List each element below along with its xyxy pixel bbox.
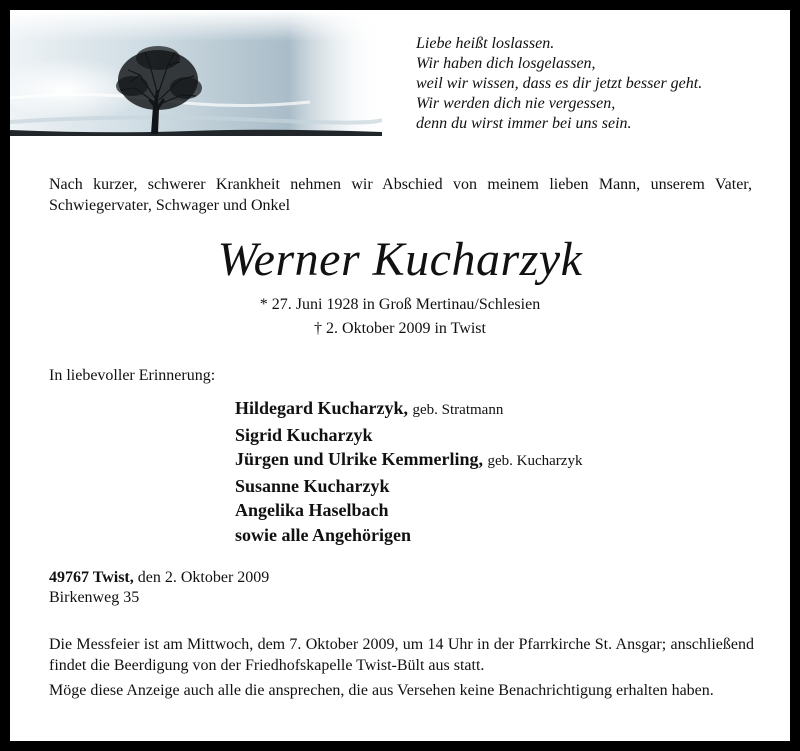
life-dates bbox=[0, 293, 800, 341]
mourner-name: Hildegard Kucharzyk, bbox=[235, 398, 409, 418]
intro-text: Nach kurzer, schwerer Krankheit nehmen wir Abschied von meinem lieben Mann, unserem Vater, Schwiegervater, Schwager und Onkel bbox=[49, 176, 752, 214]
mourner-item bbox=[235, 498, 582, 523]
closing-note: Möge diese Anzeige auch alle die ansprechen, die aus Versehen keine Benachrichtigung erhalten haben. bbox=[49, 682, 714, 699]
mourner-item bbox=[235, 447, 582, 474]
tree-image bbox=[10, 10, 382, 150]
mourner-name: Jürgen und Ulrike Kemmerling, bbox=[235, 449, 483, 469]
mourner-item bbox=[235, 523, 582, 548]
death-date: † 2. Oktober 2009 in Twist bbox=[314, 320, 486, 337]
poem-line: Liebe heißt loslassen. bbox=[416, 35, 555, 52]
poem-line: weil wir wissen, dass es dir jetzt besser geht. bbox=[416, 75, 703, 92]
mourner-maiden-name: geb. Kucharzyk bbox=[487, 453, 583, 469]
mourner-item bbox=[235, 396, 582, 423]
poem-line: Wir haben dich losgelassen, bbox=[416, 55, 596, 72]
mourners-list bbox=[235, 396, 582, 547]
funeral-notice: Die Messfeier ist am Mittwoch, dem 7. Oktober 2009, um 14 Uhr in der Pfarrkirche St. Ansgar; anschließend findet die Beerdigung von der Friedhofskapelle Twist-Bült aus statt. bbox=[49, 636, 754, 674]
place-date-line bbox=[49, 568, 269, 588]
mourner-maiden-name: geb. Stratmann bbox=[412, 402, 504, 418]
poem-line: denn du wirst immer bei uns sein. bbox=[416, 115, 632, 132]
date: den 2. Oktober 2009 bbox=[137, 569, 270, 586]
birth-date: * 27. Juni 1928 in Groß Mertinau/Schlesien bbox=[259, 296, 541, 313]
mourner-name: Angelika Haselbach bbox=[235, 500, 389, 520]
mourner-name: Susanne Kucharzyk bbox=[235, 475, 390, 496]
poem-line: Wir werden dich nie vergessen, bbox=[416, 95, 616, 112]
mourner-name: sowie alle Angehörigen bbox=[235, 524, 411, 545]
mourner-item bbox=[235, 474, 582, 499]
remembrance-label: In liebevoller Erinnerung: bbox=[49, 367, 216, 384]
mourner-item bbox=[235, 423, 582, 448]
deceased-name: Werner Kucharzyk bbox=[217, 233, 583, 286]
street: Birkenweg 35 bbox=[49, 589, 140, 606]
mourner-name: Sigrid Kucharzyk bbox=[235, 424, 373, 445]
place: 49767 Twist, bbox=[49, 569, 134, 586]
poem bbox=[416, 34, 702, 134]
address-block bbox=[49, 568, 269, 608]
